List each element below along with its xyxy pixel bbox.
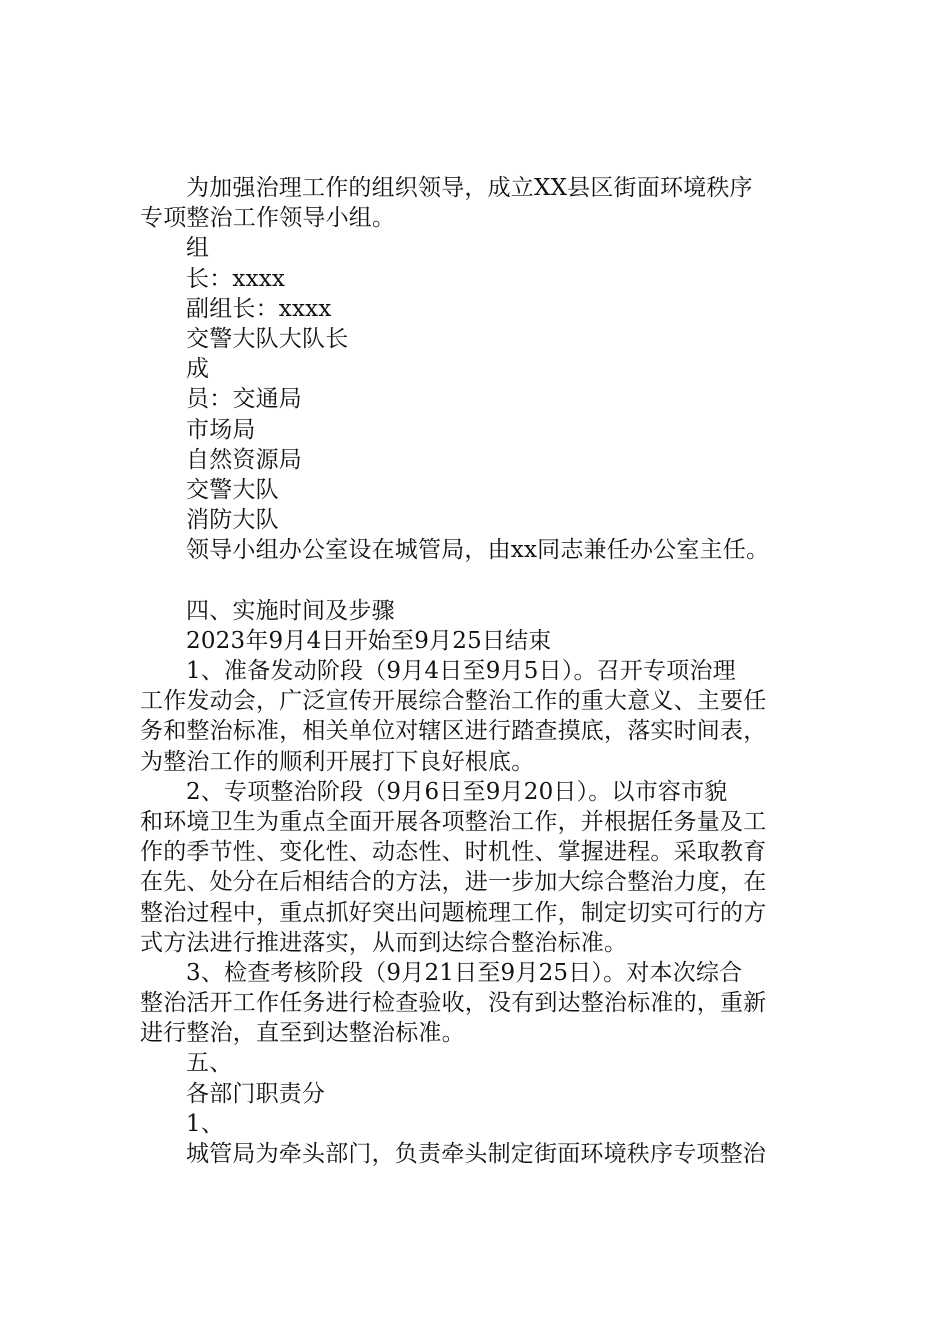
- date-range-line: 2023年9月4日开始至9月25日结束: [186, 627, 552, 654]
- paragraph-line: 3、检查考核阶段（9月21日至9月25日）。对本次综合: [186, 959, 743, 986]
- paragraph-line: 1、准备发动阶段（9月4日至9月5日）。召开专项治理: [186, 658, 736, 684]
- paragraph-line: 在先、处分在后相结合的方法，进一步加大综合整治力度，在: [140, 869, 767, 896]
- paragraph-line: 式方法进行推进落实，从而到达综合整治标准。: [140, 929, 628, 956]
- section-subheading: 各部门职责分: [186, 1080, 326, 1107]
- team-member-line: 交警大队大队长: [186, 325, 349, 352]
- member-line: 消防大队: [186, 507, 279, 534]
- leader-title-line: 组: [186, 235, 210, 262]
- member-line: 市场局: [186, 416, 256, 443]
- paragraph-line: 2、专项整治阶段（9月6日至9月20日）。以市容市貌: [186, 778, 728, 805]
- blank-line: [140, 565, 830, 595]
- list-number-line: 1、: [186, 1110, 225, 1137]
- paragraph-line: 进行整治，直至到达整治标准。: [140, 1020, 465, 1047]
- paragraph-line: 和环境卫生为重点全面开展各项整治工作，并根据任务量及工: [140, 808, 767, 835]
- paragraph-line: 整治过程中，重点抓好突出问题梳理工作，制定切实可行的方: [140, 899, 767, 926]
- paragraph-line: 专项整治工作领导小组。: [140, 205, 396, 232]
- member-line: 员：交通局: [186, 386, 302, 413]
- paragraph-line: 整治活开工作任务进行检查验收，没有到达整治标准的，重新: [140, 990, 767, 1017]
- member-line: 自然资源局: [186, 446, 302, 473]
- paragraph-line: 作的季节性、变化性、动态性、时机性、掌握进程。采取教育: [140, 839, 767, 866]
- deputy-leader-line: 副组长：xxxx: [186, 295, 332, 322]
- paragraph-line: 工作发动会，广泛宣传开展综合整治工作的重大意义、主要任: [140, 688, 767, 715]
- document-body: [140, 173, 830, 1169]
- paragraph-line: 务和整治标准，相关单位对辖区进行踏查摸底，落实时间表，: [140, 718, 767, 745]
- section-heading: 四、实施时间及步骤: [186, 597, 395, 624]
- paragraph-line: 为加强治理工作的组织领导，成立XX县区街面环境秩序: [186, 175, 753, 201]
- section-heading: 五、: [186, 1050, 233, 1077]
- paragraph-line: 为整治工作的顺利开展打下良好根底。: [140, 748, 535, 775]
- paragraph-line: 城管局为牵头部门，负责牵头制定街面环境秩序专项整治: [186, 1141, 766, 1167]
- leader-line: 长：xxxx: [186, 265, 286, 292]
- member-title-line: 成: [186, 356, 210, 383]
- member-line: 交警大队: [186, 476, 279, 503]
- office-line: 领导小组办公室设在城管局，由xx同志兼任办公室主任。: [186, 537, 770, 564]
